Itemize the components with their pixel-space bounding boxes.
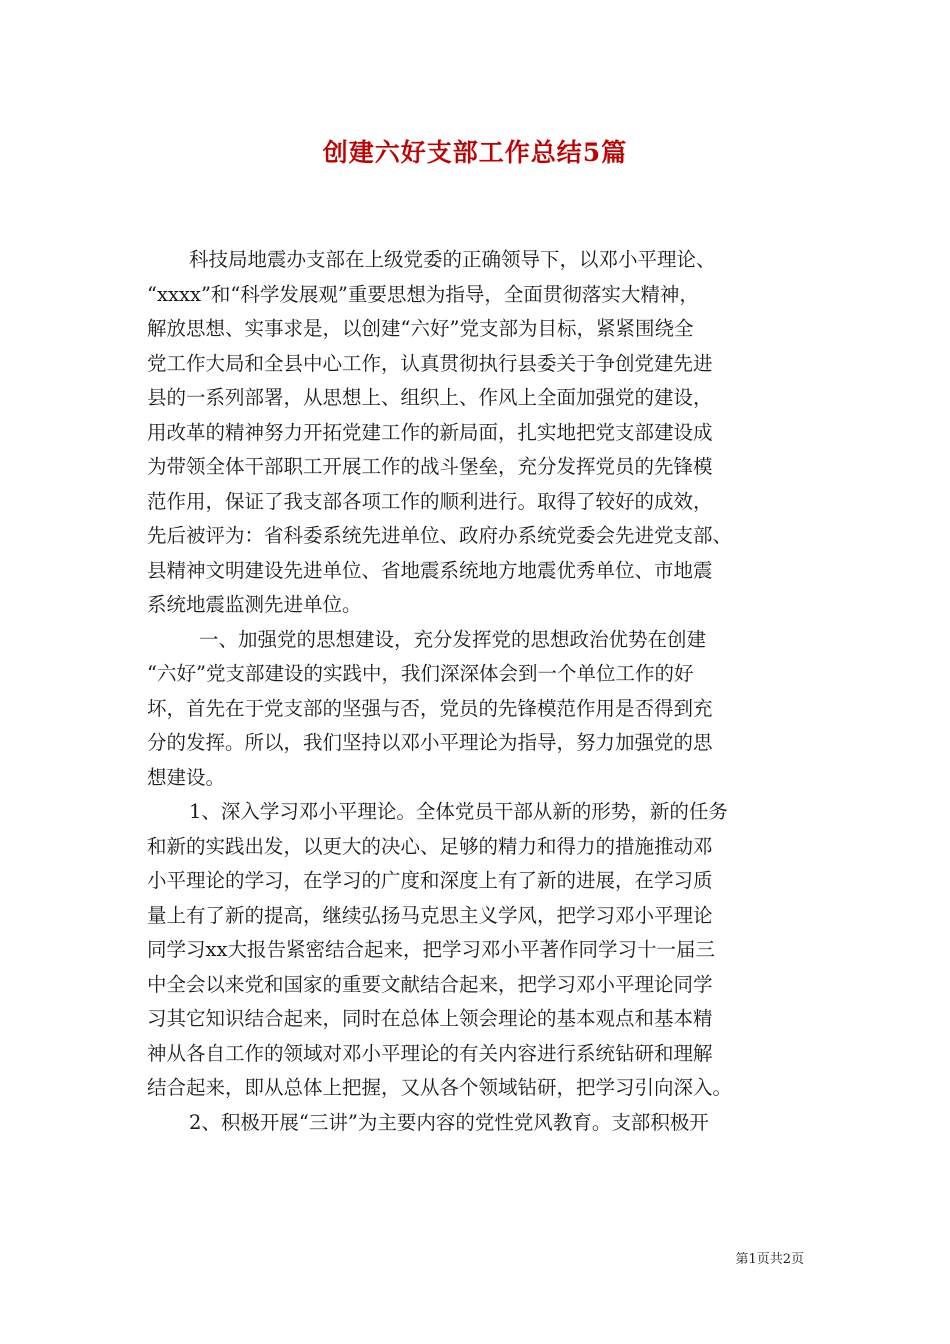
text-line: 习其它知识结合起来，同时在总体上领会理论的基本观点和基本精 bbox=[147, 1007, 713, 1030]
text-line: 想建设。 bbox=[147, 765, 226, 789]
text-line: 小平理论的学习，在学习的广度和深度上有了新的进展，在学习质 bbox=[147, 869, 713, 892]
text-line: “xxxx”和“科学发展观”重要思想为指导，全面贯彻落实大精神， bbox=[147, 282, 699, 306]
text-line: 县的一系列部署，从思想上、组织上、作风上全面加强党的建设， bbox=[147, 386, 713, 409]
section-heading-line: 一、加强党的思想建设，充分发挥党的思想政治优势在创建 bbox=[199, 627, 707, 651]
text-line: 分的发挥。所以，我们坚持以邓小平理论为指导，努力加强党的思 bbox=[147, 731, 713, 754]
text-line: 和新的实践出发，以更大的决心、足够的精力和得力的措施推动邓 bbox=[147, 834, 713, 858]
text-line: 1、深入学习邓小平理论。全体党员干部从新的形势，新的任务 bbox=[189, 800, 728, 823]
text-line: 神从各自工作的领域对邓小平理论的有关内容进行系统钻研和理解 bbox=[147, 1041, 713, 1065]
text-line: 县精神文明建设先进单位、省地震系统地方地震优秀单位、市地震 bbox=[147, 558, 713, 582]
text-line: 解放思想、实事求是，以创建“六好”党支部为目标，紧紧围绕全 bbox=[147, 317, 694, 340]
text-line: 同学习xx大报告紧密结合起来，把学习邓小平著作同学习十一届三 bbox=[147, 938, 715, 961]
text-line: 2、积极开展“三讲”为主要内容的党性党风教育。支部积极开 bbox=[189, 1110, 709, 1134]
text-line: 为带领全体干部职工开展工作的战斗堡垒，充分发挥党员的先锋模 bbox=[147, 455, 713, 478]
text-line: 先后被评为：省科委系统先进单位、政府办系统党委会先进党支部、 bbox=[147, 524, 733, 547]
text-line: 范作用，保证了我支部各项工作的顺利进行。取得了较好的成效， bbox=[147, 489, 713, 513]
text-line: 科技局地震办支部在上级党委的正确领导下，以邓小平理论、 bbox=[189, 248, 716, 271]
text-line: 坏，首先在于党支部的坚强与否，党员的先锋模范作用是否得到充 bbox=[147, 696, 713, 720]
text-line: “六好”党支部建设的实践中，我们深深体会到一个单位工作的好 bbox=[147, 662, 694, 685]
text-line: 用改革的精神努力开拓党建工作的新局面，扎实地把党支部建设成 bbox=[147, 420, 713, 444]
text-line: 党工作大局和全县中心工作，认真贯彻执行县委关于争创党建先进 bbox=[147, 351, 713, 375]
document-title: 创建六好支部工作总结5篇 bbox=[322, 138, 628, 167]
text-line: 系统地震监测先进单位。 bbox=[147, 593, 362, 616]
text-line: 量上有了新的提高，继续弘扬马克思主义学风，把学习邓小平理论 bbox=[147, 903, 713, 927]
text-line: 结合起来，即从总体上把握，又从各个领域钻研，把学习引向深入。 bbox=[147, 1076, 733, 1099]
document-body bbox=[147, 243, 807, 1140]
text-line: 中全会以来党和国家的重要文献结合起来，把学习邓小平理论同学 bbox=[147, 972, 713, 996]
page-number: 第1页共2页 bbox=[735, 1252, 804, 1267]
